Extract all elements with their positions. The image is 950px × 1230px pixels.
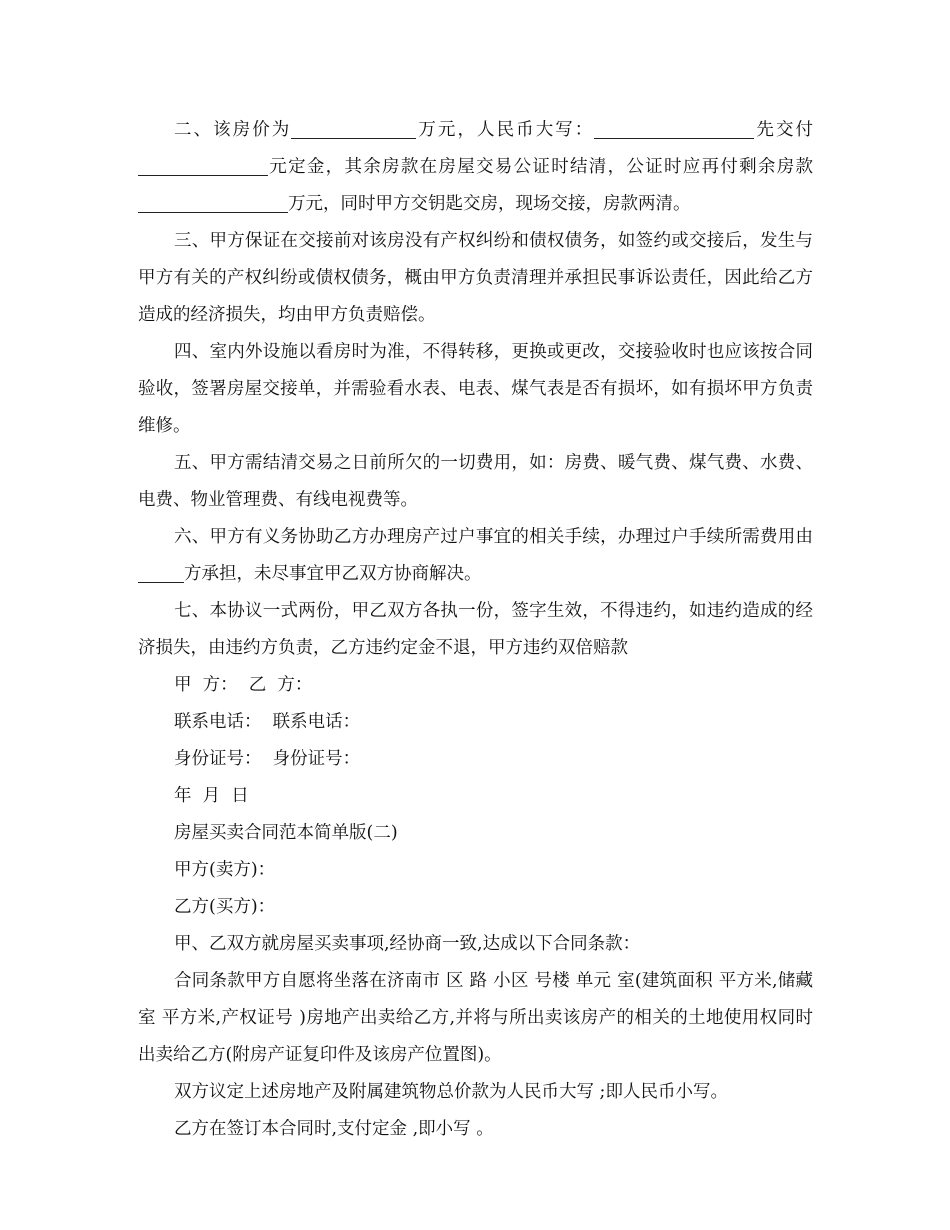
contract-term-property: 合同条款甲方自愿将坐落在济南市 区 路 小区 号楼 单元 室(建筑面积 平方米,储藏室 平方米,产权证号 )房地产出卖给乙方,并将与所出卖该房产的相关的土地使用权同时出卖给乙方(附房产证复印件及该房产位置图)。 [138, 971, 813, 1065]
clause-2-text-e: 万元，同时甲方交钥匙交房，现场交接，房款两清。 [288, 194, 691, 214]
price-blank [291, 118, 416, 139]
second-contract-title: 房屋买卖合同范本简单版(二) [174, 823, 398, 843]
fee-party-blank [138, 562, 184, 583]
seller-line: 甲方(卖方)： [174, 860, 276, 880]
clause-2-text-b: 万元，人民币大写： [416, 120, 595, 140]
remaining-payment-blank [138, 192, 288, 213]
contract-term-price: 双方议定上述房地产及附属建筑物总价款为人民币大写 ;即人民币小写。 [174, 1082, 728, 1102]
clause-3: 三、甲方保证在交接前对该房没有产权纠纷和债权债务，如签约或交接后，发生与甲方有关的产权纠纷或债权债务，概由甲方负责清理并承担民事诉讼责任，因此给乙方造成的经济损失，均由甲方负责赔偿。 [138, 231, 813, 325]
clause-6-text-a: 六、甲方有义务协助乙方办理房产过户事宜的相关手续，办理过户手续所需费用由 [174, 527, 813, 547]
contract-intro: 甲、乙双方就房屋买卖事项,经协商一致,达成以下合同条款： [174, 934, 641, 954]
clause-2 [138, 112, 813, 223]
clause-2-text-c: 先交付 [754, 120, 814, 140]
clause-6-text-b: 方承担，未尽事宜甲乙双方协商解决。 [184, 564, 482, 584]
clause-2-text-d: 元定金，其余房款在房屋交易公证时结清，公证时应再付剩余房款 [268, 157, 813, 177]
price-uppercase-blank [594, 118, 754, 139]
clause-5: 五、甲方需结清交易之日前所欠的一切费用，如：房费、暖气费、煤气费、水费、电费、物业管理费、有线电视费等。 [138, 453, 813, 510]
signature-date: 年 月 日 [174, 786, 249, 806]
contract-body [138, 112, 813, 1148]
clause-2-text-a: 二、该房价为 [174, 120, 292, 140]
clause-7: 七、本协议一式两份，甲乙双方各执一份，签字生效，不得违约，如违约造成的经济损失，由违约方负责，乙方违约定金不退，甲方违约双倍赔款 [138, 601, 813, 658]
signature-parties: 甲 方： 乙 方： [174, 675, 313, 695]
buyer-line: 乙方(买方)： [174, 897, 276, 917]
clause-6 [138, 519, 813, 593]
contract-term-deposit: 乙方在签订本合同时,支付定金 ,即小写 。 [174, 1119, 494, 1139]
signature-ids: 身份证号： 身份证号： [174, 749, 361, 769]
clause-4: 四、室内外设施以看房时为准，不得转移，更换或更改，交接验收时也应该按合同验收，签署房屋交接单，并需验看水表、电表、煤气表是否有损坏，如有损坏甲方负责维修。 [138, 342, 813, 436]
signature-phones: 联系电话： 联系电话： [174, 712, 361, 732]
deposit-blank [138, 155, 268, 176]
